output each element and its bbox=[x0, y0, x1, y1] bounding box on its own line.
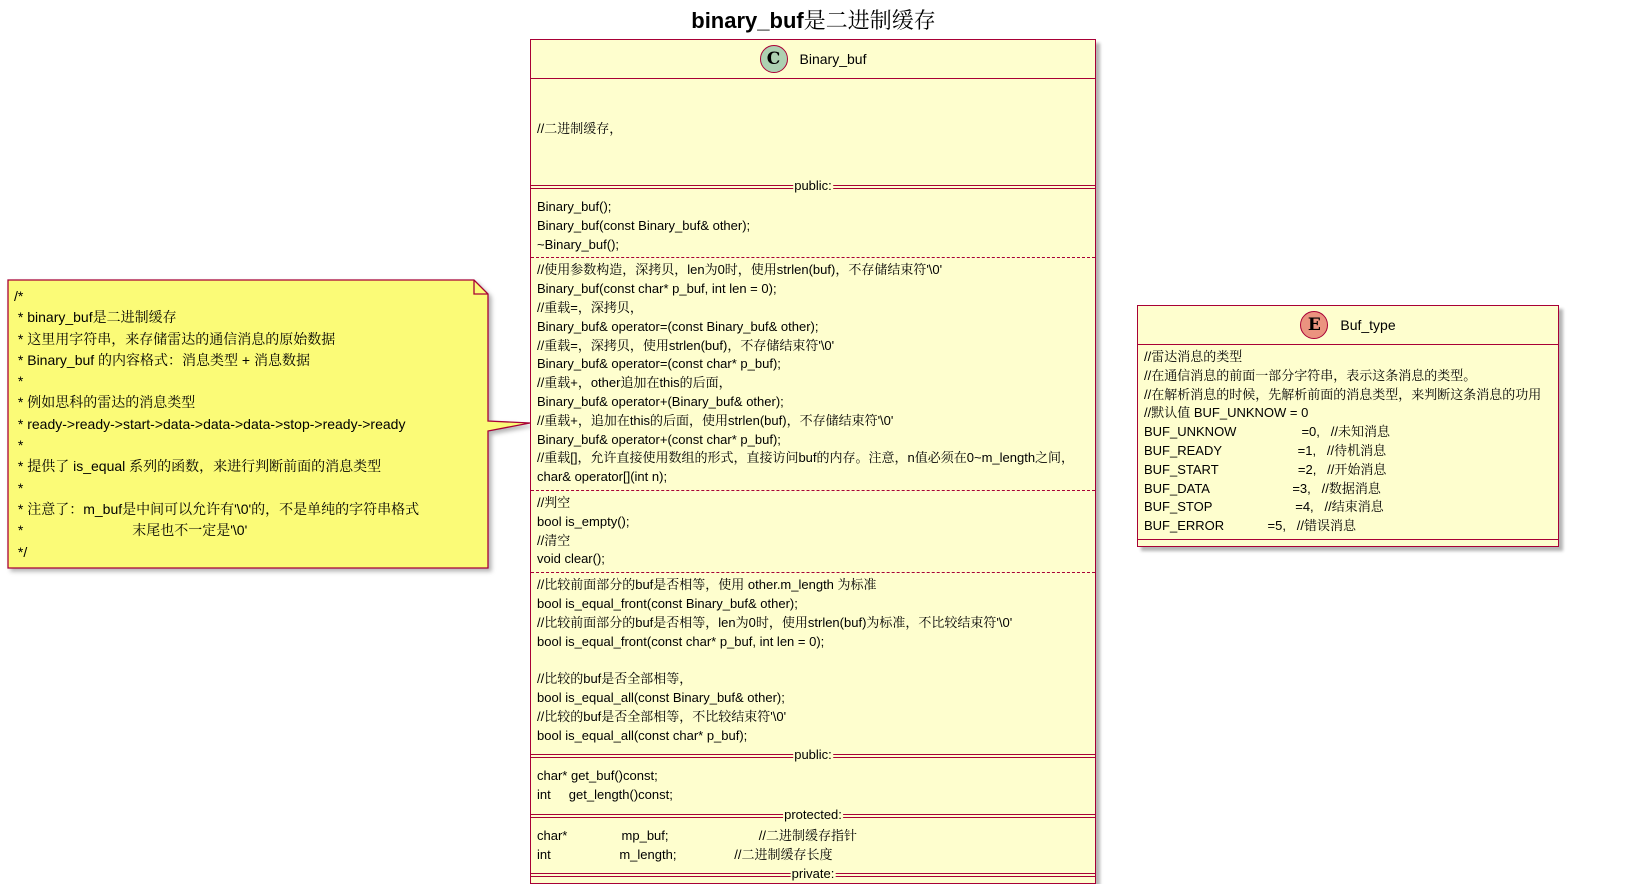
note-line: * ready->ready->start->data->data->data->stop->ready->ready bbox=[14, 415, 406, 432]
method-line: Binary_buf(const Binary_buf& other); bbox=[537, 217, 751, 233]
method-line: Binary_buf& operator=(const char* p_buf); bbox=[537, 356, 781, 372]
separator-label: protected: bbox=[784, 806, 842, 822]
separator-public-2 bbox=[531, 748, 1095, 764]
method-line: Binary_buf& operator+(Binary_buf& other); bbox=[537, 393, 784, 409]
enum-line: //默认值 BUF_UNKNOW = 0 bbox=[1144, 405, 1309, 421]
enum-name: Buf_type bbox=[1340, 316, 1396, 333]
method-line: Binary_buf(const char* p_buf, int len = 0); bbox=[537, 281, 777, 297]
enum-line: BUF_STOP =4, //结束消息 bbox=[1144, 499, 1384, 515]
note-line: */ bbox=[14, 543, 28, 560]
method-line: ~Binary_buf(); bbox=[537, 236, 620, 252]
method-line: //重载[]，允许直接使用数组的形式，直接访问buf的内存。注意，n值必须在0~m_length之间， bbox=[537, 450, 1075, 466]
section-compare bbox=[531, 572, 1095, 748]
enum-header bbox=[1138, 306, 1558, 344]
method-line: //重载+，other追加在this的后面， bbox=[537, 375, 732, 391]
note-line: * 注意了：m_buf是中间可以允许有'\0'的，不是单纯的字符串格式 bbox=[14, 500, 420, 517]
class-c-icon: C bbox=[760, 45, 788, 73]
method-line: //重载=，深拷贝， bbox=[537, 299, 643, 315]
note-line: * binary_buf是二进制缓存 bbox=[14, 309, 177, 326]
enum-line: //在通信消息的前面一部分字符串，表示这条消息的类型。 bbox=[1144, 367, 1477, 383]
note-line: /* bbox=[14, 288, 24, 304]
method-line: Binary_buf& operator=(const Binary_buf& other); bbox=[537, 318, 819, 334]
method-line: //比较的buf是否全部相等， bbox=[537, 671, 693, 687]
class-comment bbox=[531, 78, 1095, 179]
enum-body bbox=[1138, 344, 1558, 539]
method-line: char* get_buf()const; bbox=[537, 768, 658, 784]
title-rest: 是二进制缓存 bbox=[803, 8, 936, 33]
note bbox=[8, 280, 488, 568]
method-line: bool is_equal_all(const char* p_buf); bbox=[537, 727, 748, 743]
note-text bbox=[14, 286, 419, 563]
method-line: Binary_buf& operator+(const char* p_buf); bbox=[537, 431, 781, 447]
note-line: * bbox=[14, 479, 24, 496]
method-line: void clear(); bbox=[537, 551, 605, 567]
section-empty-clear bbox=[531, 490, 1095, 572]
separator-public-1 bbox=[531, 179, 1095, 195]
comment-line: //二进制缓存， bbox=[537, 120, 623, 136]
note-line: * 末尾也不一定是'\0' bbox=[14, 522, 248, 539]
section-constructors bbox=[531, 195, 1095, 257]
method-line: //重载=，深拷贝，使用strlen(buf)，不存储结束符'\0' bbox=[537, 337, 835, 353]
enum-line: //在解析消息的时候，先解析前面的消息类型，来判断这条消息的功用 bbox=[1144, 386, 1542, 402]
note-line: * bbox=[14, 373, 24, 390]
class-binary-buf bbox=[530, 39, 1096, 884]
method-line: bool is_equal_front(const char* p_buf, int len = 0); bbox=[537, 633, 825, 649]
method-line: Binary_buf(); bbox=[537, 198, 612, 214]
method-line: //重载+，追加在this的后面，使用strlen(buf)，不存储结束符'\0' bbox=[537, 412, 894, 428]
separator-label: public: bbox=[794, 747, 832, 763]
separator-label: public: bbox=[794, 177, 832, 193]
method-line: //清空 bbox=[537, 532, 571, 548]
note-line: * bbox=[14, 437, 24, 454]
method-line: bool is_empty(); bbox=[537, 513, 630, 529]
method-line bbox=[537, 651, 1089, 670]
note-line: * 提供了 is_equal 系列的函数，来进行判断前面的消息类型 bbox=[14, 458, 382, 475]
separator-private bbox=[531, 867, 1095, 883]
method-line: //比较前面部分的buf是否相等，使用 other.m_length 为标准 bbox=[537, 577, 877, 593]
section-members bbox=[531, 824, 1095, 868]
separator-label: private: bbox=[791, 866, 835, 882]
enum-buf-type bbox=[1137, 305, 1559, 547]
note-line: * 例如思科的雷达的消息类型 bbox=[14, 394, 196, 411]
method-line: //比较的buf是否全部相等，不比较结束符'\0' bbox=[537, 708, 787, 724]
enum-line: BUF_UNKNOW =0, //未知消息 bbox=[1144, 424, 1390, 440]
title-bold: binary_buf bbox=[691, 8, 804, 33]
section-operators bbox=[531, 257, 1095, 490]
method-line: int get_length()const; bbox=[537, 787, 673, 803]
diagram-title bbox=[0, 4, 1627, 35]
note-line: * Binary_buf 的内容格式：消息类型 + 消息数据 bbox=[14, 351, 311, 368]
method-line: char& operator[](int n); bbox=[537, 469, 668, 485]
method-line: //比较前面部分的buf是否相等，len为0时，使用strlen(buf)为标准，不比较结束符'\0' bbox=[537, 614, 1013, 630]
enum-line: BUF_START =2, //开始消息 bbox=[1144, 461, 1387, 477]
enum-line: //雷达消息的类型 bbox=[1144, 349, 1243, 364]
class-header bbox=[531, 40, 1095, 78]
enum-line: BUF_DATA =3, //数据消息 bbox=[1144, 480, 1381, 496]
enum-footer bbox=[1138, 539, 1558, 546]
enum-e-icon: E bbox=[1300, 311, 1328, 339]
enum-line: BUF_READY =1, //待机消息 bbox=[1144, 442, 1387, 458]
field-line: int m_length; //二进制缓存长度 bbox=[537, 846, 833, 862]
method-line: //判空 bbox=[537, 494, 571, 510]
field-line: char* mp_buf; //二进制缓存指针 bbox=[537, 827, 858, 843]
method-line: //使用参数构造，深拷贝，len为0时，使用strlen(buf)，不存储结束符'\0' bbox=[537, 262, 943, 278]
enum-line: BUF_ERROR =5, //错误消息 bbox=[1144, 518, 1357, 534]
class-name: Binary_buf bbox=[799, 50, 867, 67]
note-line: * 这里用字符串，来存储雷达的通信消息的原始数据 bbox=[14, 330, 336, 347]
separator-protected bbox=[531, 808, 1095, 824]
method-line: bool is_equal_front(const Binary_buf& other); bbox=[537, 595, 798, 611]
section-getters bbox=[531, 764, 1095, 808]
method-line: bool is_equal_all(const Binary_buf& other); bbox=[537, 689, 785, 705]
